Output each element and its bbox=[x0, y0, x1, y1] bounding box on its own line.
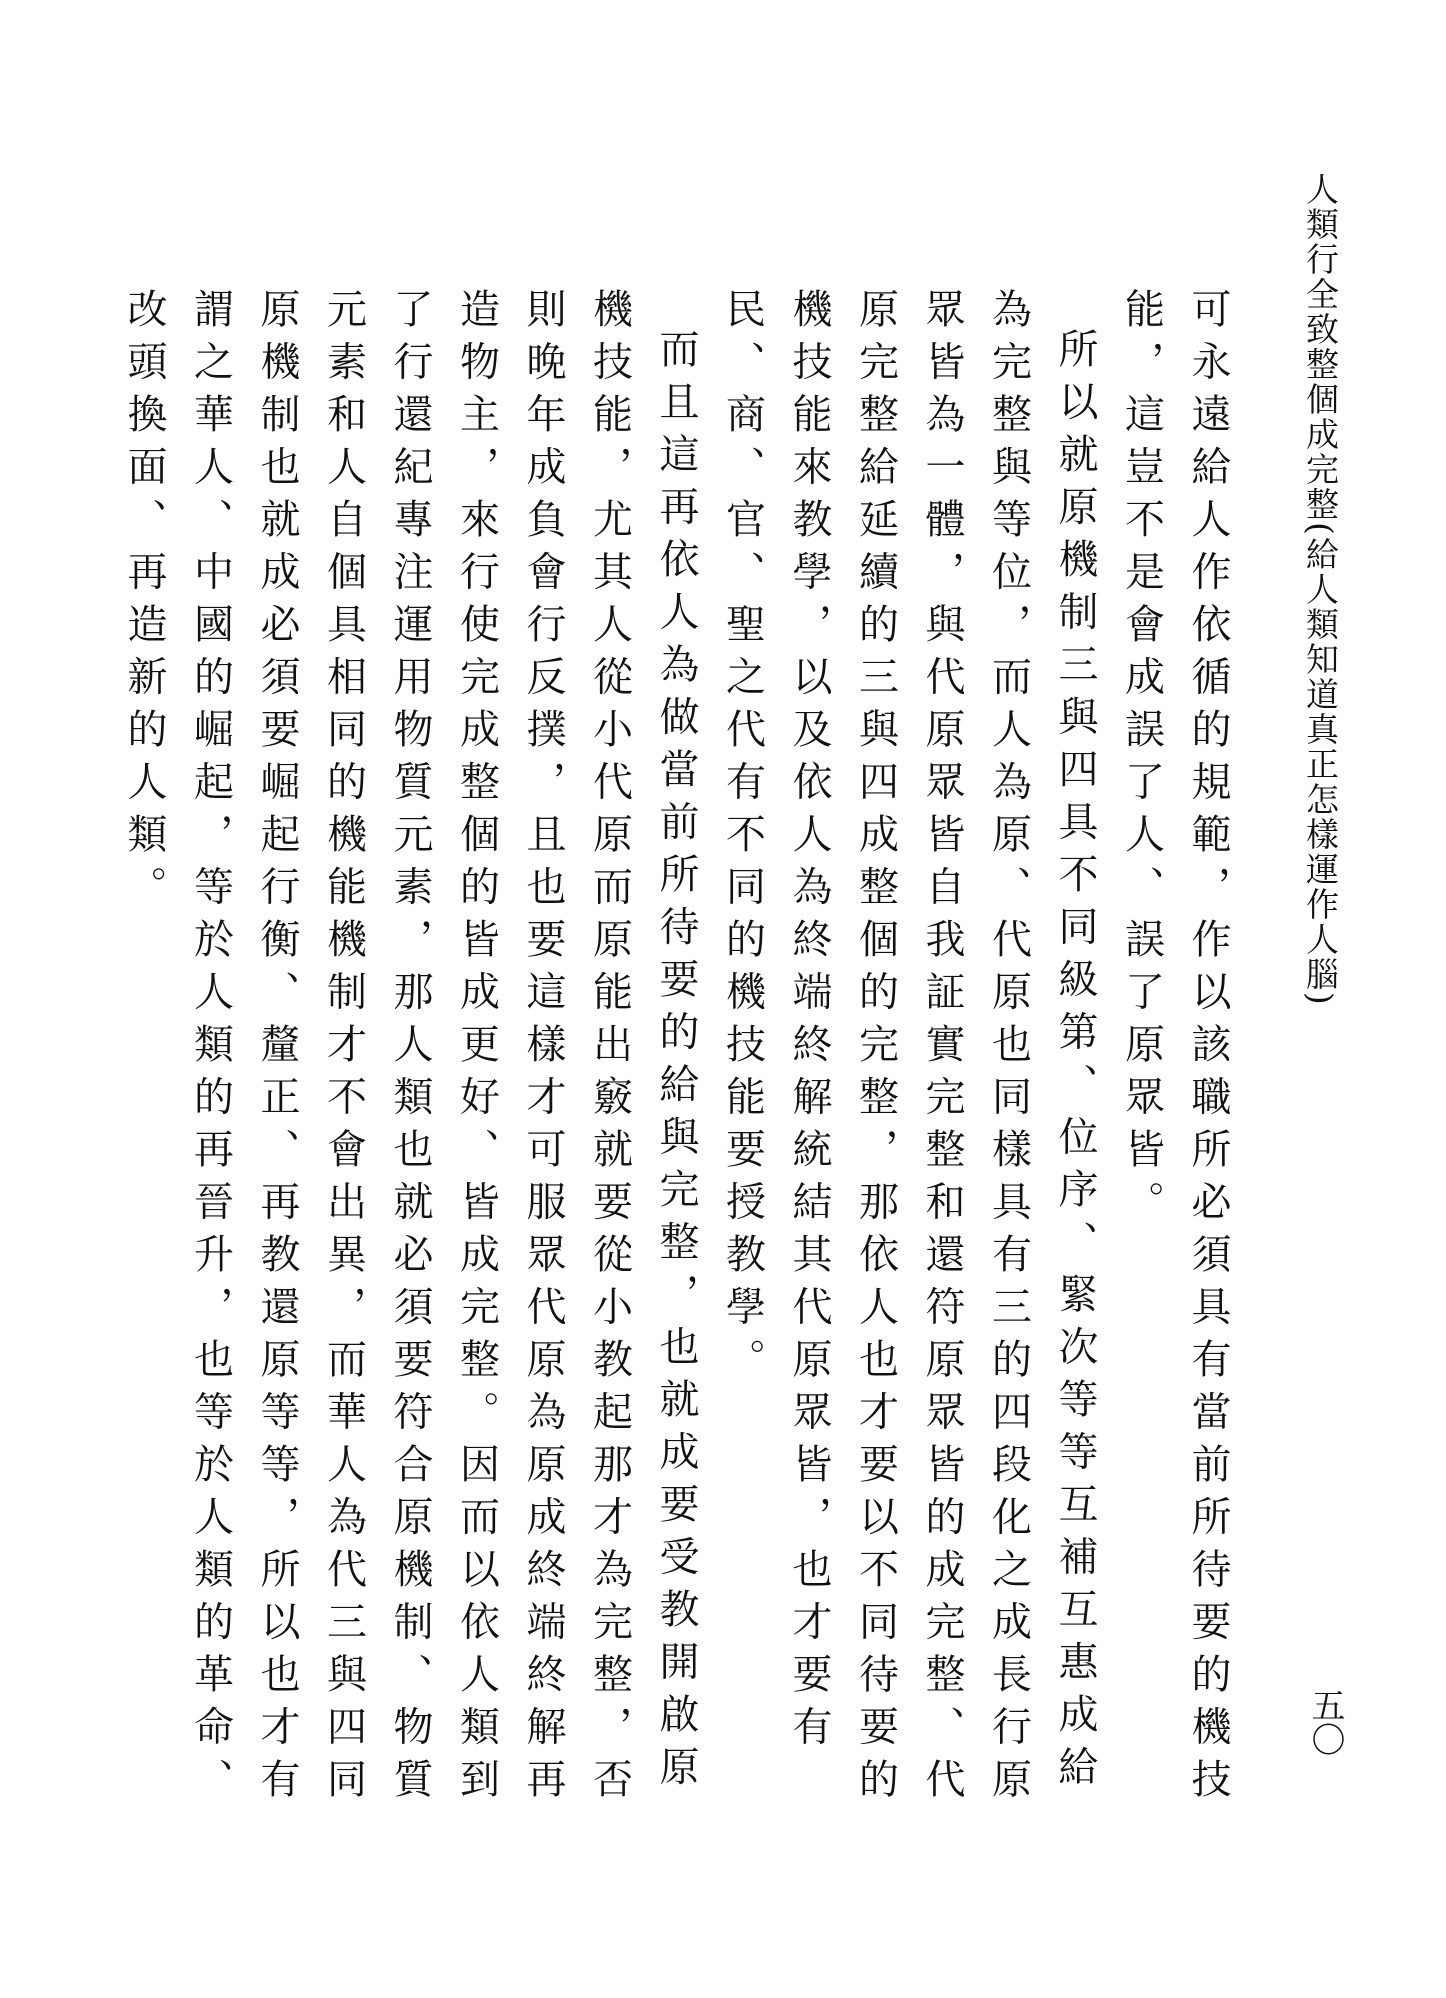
paragraph-1: 可永遠給人作依循的規範，作以該職所必須具有當前所待要的機技能，這豈不是會成誤了人、誤了原眾皆。 bbox=[1118, 288, 1231, 1811]
body-text bbox=[111, 288, 1242, 1848]
running-header: 人類行全致整個成完整(給人類知道真正怎樣運作人腦) bbox=[1301, 172, 1340, 1007]
paragraph-2: 所以就原機制三與四具不同級第、位序、緊次等等互補互惠成給為完整與等位，而人為原、代原也同樣具有三的四段化之成長行原眾皆為一體，與代原眾皆自我証實完整和還符原眾皆的成完整、代原完整給延續的三與四成整個的完整，那依人也才要以不同待要的機技能來教學，以及依人為終端終解統結其代原眾皆，也才要有民、商、官、聖之代有不同的機技能要授教學。 bbox=[719, 288, 1098, 1811]
page-number: 五〇 bbox=[1305, 1688, 1345, 1756]
paragraph-3: 而且這再依人為做當前所待要的給與完整，也就成要受教開啟原機技能，尤其人從小代原而原能出竅就要從小教起那才為完整，否則晚年成負會行反撲，且也要這樣才可服眾代原為原成終端終解再造物主，來行使完成整個的皆成更好、皆成完整。因而以依人類到了行還紀專注運用物質元素，那人類也就必須要符合原機制、物質元素和人自個具相同的機能機制才不會出異，而華人為代三與四同原機制也就成必須要崛起行衡、釐正、再教還原等等，所以也才有謂之華人、中國的崛起，等於人類的再晉升，也等於人類的革命、改頭換面、再造新的人類。 bbox=[121, 288, 699, 1811]
